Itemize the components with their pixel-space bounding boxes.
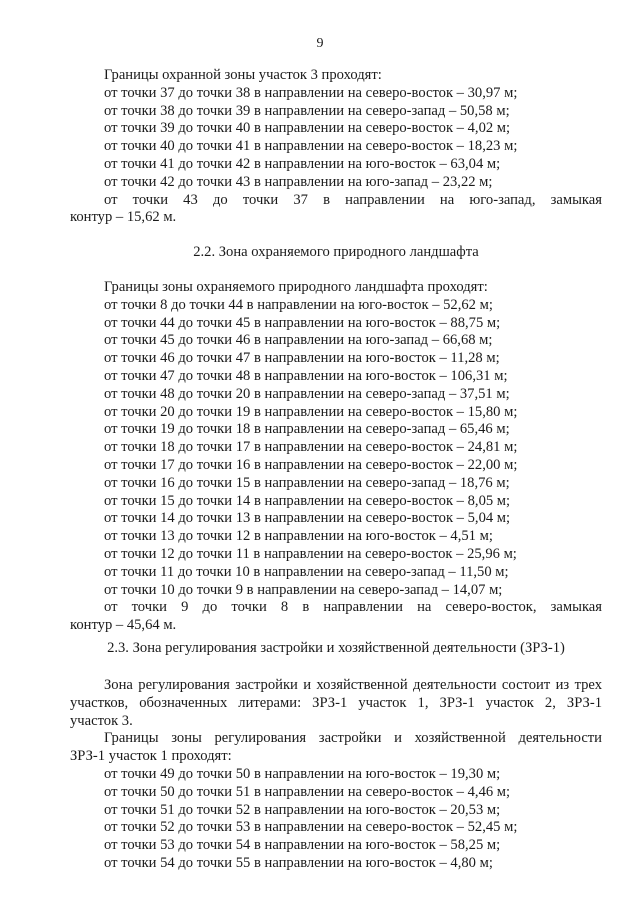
boundary-line: от точки 11 до точки 10 в направлении на северо-запад – 11,50 м; (104, 563, 509, 580)
boundary-line: от точки 17 до точки 16 в направлении на северо-восток – 22,00 м; (104, 456, 518, 473)
section-heading: 2.2. Зона охраняемого природного ландшафта (193, 244, 479, 260)
boundary-line: от точки 48 до точки 20 в направлении на северо-запад – 37,51 м; (104, 385, 510, 402)
boundary-line: от точки 14 до точки 13 в направлении на северо-восток – 5,04 м; (104, 510, 511, 527)
boundary-line-closing: от точки 9 до точки 8 в направлении на северо-восток, замыкая (104, 599, 602, 616)
section-heading: 2.3. Зона регулирования застройки и хозяйственной деятельности (ЗРЗ-1) (107, 640, 565, 656)
boundary-line-closing: от точки 43 до точки 37 в направлении на юго-запад, замыкая (104, 191, 602, 208)
boundary-line: от точки 40 до точки 41 в направлении на северо-восток – 18,23 м; (104, 138, 518, 155)
boundary-line: от точки 12 до точки 11 в направлении на северо-восток – 25,96 м; (104, 545, 517, 562)
paragraph-line: Границы зоны регулирования застройки и хозяйственной деятельности (104, 730, 602, 747)
boundary-line: от точки 20 до точки 19 в направлении на северо-восток – 15,80 м; (104, 403, 518, 420)
boundary-line: от точки 49 до точки 50 в направлении на юго-восток – 19,30 м; (104, 765, 501, 782)
boundary-line-closing-end: контур – 15,62 м. (70, 209, 177, 226)
boundary-line: от точки 45 до точки 46 в направлении на юго-запад – 66,68 м; (104, 332, 493, 349)
boundary-line: от точки 39 до точки 40 в направлении на северо-восток – 4,02 м; (104, 120, 511, 137)
paragraph-line: участок 3. (70, 712, 133, 729)
page-number: 9 (316, 36, 324, 51)
boundary-line: от точки 8 до точки 44 в направлении на юго-восток – 52,62 м; (104, 296, 493, 313)
section-guard-zone-plot-3 (70, 67, 602, 227)
boundary-line: от точки 54 до точки 55 в направлении на юго-восток – 4,80 м; (104, 854, 493, 871)
boundary-line: от точки 15 до точки 14 в направлении на северо-восток – 8,05 м; (104, 492, 511, 509)
boundary-line: от точки 53 до точки 54 в направлении на юго-восток – 58,25 м; (104, 837, 501, 854)
boundary-line: от точки 13 до точки 12 в направлении на юго-восток – 4,51 м; (104, 528, 493, 545)
boundary-line: от точки 44 до точки 45 в направлении на юго-восток – 88,75 м; (104, 314, 501, 331)
section-zrz-1 (70, 677, 602, 873)
section-landscape-zone (70, 279, 602, 635)
boundary-line: от точки 16 до точки 15 в направлении на северо-запад – 18,76 м; (104, 474, 510, 491)
boundary-line: от точки 47 до точки 48 в направлении на юго-восток – 106,31 м; (104, 367, 508, 384)
paragraph-line: Зона регулирования застройки и хозяйственной деятельности состоит из трех (104, 677, 602, 693)
boundary-line: от точки 18 до точки 17 в направлении на северо-восток – 24,81 м; (104, 439, 518, 456)
paragraph-line: участков, обозначенных литерами: ЗРЗ-1 участок 1, ЗРЗ-1 участок 2, ЗРЗ-1 (70, 694, 602, 711)
boundary-line: от точки 51 до точки 52 в направлении на юго-восток – 20,53 м; (104, 801, 501, 818)
paragraph-line: ЗРЗ-1 участок 1 проходят: (70, 748, 232, 765)
boundary-line: от точки 50 до точки 51 в направлении на северо-восток – 4,46 м; (104, 783, 511, 800)
boundary-line: от точки 37 до точки 38 в направлении на северо-восток – 30,97 м; (104, 84, 518, 101)
boundary-line-closing-end: контур – 45,64 м. (70, 617, 177, 634)
boundary-line: от точки 52 до точки 53 в направлении на северо-восток – 52,45 м; (104, 819, 518, 836)
boundary-line: от точки 38 до точки 39 в направлении на северо-запад – 50,58 м; (104, 102, 510, 119)
boundary-line: от точки 19 до точки 18 в направлении на северо-запад – 65,46 м; (104, 421, 510, 438)
boundary-line: от точки 46 до точки 47 в направлении на юго-восток – 11,28 м; (104, 350, 500, 367)
boundary-line: от точки 42 до точки 43 в направлении на юго-запад – 23,22 м; (104, 173, 493, 190)
boundary-line: от точки 41 до точки 42 в направлении на юго-восток – 63,04 м; (104, 155, 501, 172)
section-intro: Границы зоны охраняемого природного ландшафта проходят: (104, 279, 488, 295)
section-intro: Границы охранной зоны участок 3 проходят: (104, 67, 382, 83)
boundary-line: от точки 10 до точки 9 в направлении на северо-запад – 14,07 м; (104, 581, 503, 598)
